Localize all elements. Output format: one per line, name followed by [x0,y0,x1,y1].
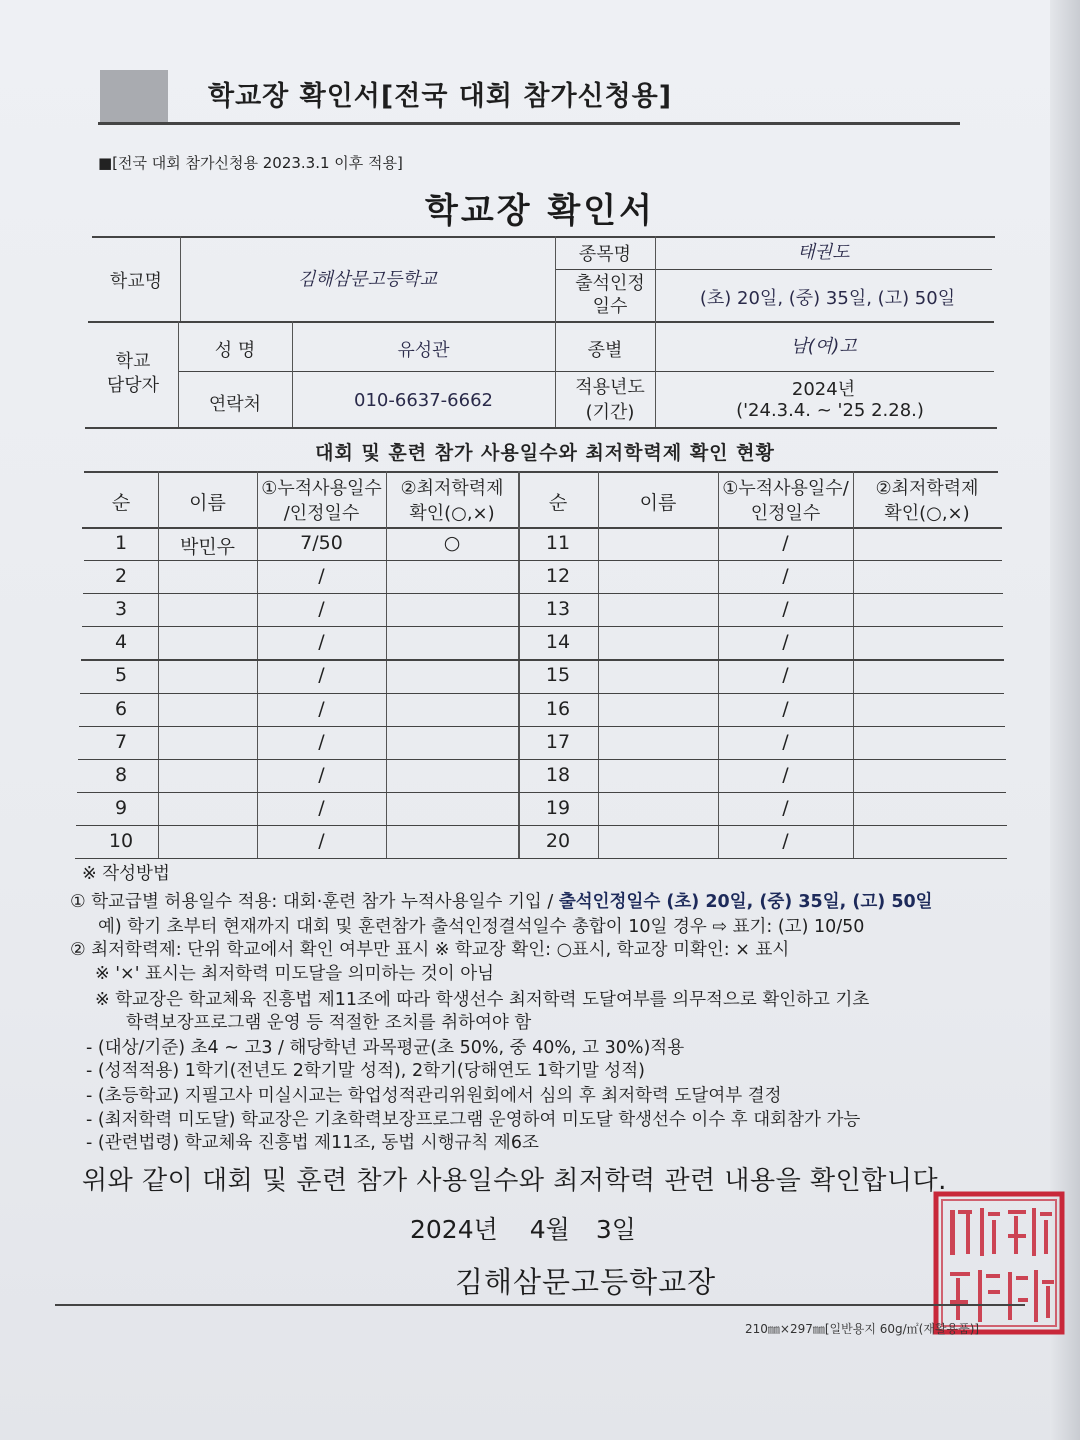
table-row-divider [76,825,1007,826]
header-underline [98,122,960,125]
col-days2-header: ①누적사용일수/ 인정일수 [722,478,849,524]
col-no-header: 순 [111,492,131,514]
col-name-header: 이름 [189,492,226,514]
header-gray-block [100,70,168,122]
manager-label: 학교 담당자 [106,351,160,396]
table-cell-days: / [318,730,325,753]
table-cell-no2: 15 [545,664,571,687]
header-title: 학교장 확인서[전국 대회 참가신청용] [208,81,673,112]
school-seal-stamp [932,1190,1066,1336]
col-days-header: ①누적사용일수 /인정일수 [261,478,382,524]
col-min2-header: ②최저학력제 확인(○,×) [875,478,979,524]
table-cell-days2: / [782,829,789,852]
document-title: 학교장 확인서 [425,191,655,231]
instruction-line-5: ※ 학교장은 학교체육 진흥법 제11조에 따라 학생선수 최저학력 도달여부를 의무적으로 확인하고 기초 [95,990,870,1010]
table-cell-days: / [318,796,325,819]
table-cell-name: 박민우 [179,536,236,558]
school-label: 학교명 [109,271,163,292]
principal-name: 김해삼문고등학교장 [455,1265,717,1299]
instruction-line-9: - (초등학교) 지필고사 미실시교는 학업성적관리위원회에서 심의 후 최저학력 도달여부 결정 [86,1086,782,1106]
sport-value: 태권도 [797,242,850,263]
table-cell-no: 4 [114,631,128,654]
paper-spec: 210㎜×297㎜[일반용지 60g/㎡(재활용품)] [745,1322,980,1336]
table-cell-days: / [318,565,325,588]
instruction-line-3: ② 최저학력제: 단위 학교에서 확인 여부만 표시 ※ 학교장 확인: ○표시, 학교장 미확인: × 표시 [70,940,790,960]
table-cell-no: 8 [114,763,128,786]
section-title: 대회 및 훈련 참가 사용일수와 최저학력제 확인 현황 [315,442,775,464]
table-cell-days: / [318,598,325,621]
instruction-line-10: - (최저학력 미도달) 학교장은 기초학력보장프로그램 운영하여 미도달 학생선수 이수 후 대회참가 가능 [86,1110,861,1130]
table-cell-days2: / [782,697,789,720]
table-row-divider [81,659,1004,660]
instruction-line-6: 학력보장프로그램 운영 등 적절한 조치를 취하여야 함 [126,1013,532,1033]
table-cell-days2: / [782,532,789,554]
table-cell-no2: 18 [545,763,571,786]
table-cell-days2: / [782,664,789,687]
table-row-divider [82,626,1003,627]
table-cell-no2: 12 [545,565,571,588]
table-cell-no2: 16 [545,697,571,720]
table-cell-days: / [318,829,325,852]
table-cell-no2: 19 [545,796,571,819]
table-cell-days2: / [782,565,789,588]
table-cell-no: 6 [114,697,128,720]
table-row-divider [78,759,1006,760]
confirmation-statement: 위와 같이 대회 및 훈련 참가 사용일수와 최저학력 관련 내용을 확인합니다. [82,1166,947,1196]
table-cell-days2: / [782,796,789,819]
table-cell-min: ○ [443,532,461,554]
name-label: 성 명 [214,340,256,361]
table-cell-no: 3 [114,598,128,621]
table-cell-days: / [318,763,325,786]
table-cell-no2: 17 [545,730,571,753]
year-range: ('24.3.4. ~ '25 2.28.) [736,400,924,421]
table-cell-days: / [318,697,325,720]
contact-label: 연락처 [208,394,262,415]
table-cell-days: / [318,664,325,687]
table-row-divider [83,593,1003,594]
year-label: 적용년도 (기간) [575,377,645,423]
attendance-label: 출석인정 일수 [575,273,645,317]
sport-label: 종목명 [578,244,632,265]
col-name2-header: 이름 [639,492,677,514]
table-cell-no2: 13 [545,598,571,621]
col-min-header: ②최저학력제 확인(○,×) [400,478,504,524]
table-cell-days2: / [782,631,789,654]
table-row-divider [80,693,1004,694]
gender-value: 남(여)고 [790,336,857,357]
table-cell-no2: 11 [545,532,571,554]
table-cell-no2: 14 [545,631,571,654]
table-row-divider [84,560,1002,561]
table-cell-no: 9 [114,796,128,819]
table-cell-no: 5 [114,664,128,687]
gender-label: 종별 [587,340,623,361]
table-row-divider [75,858,1007,859]
table-cell-no: 10 [108,829,134,852]
table-cell-no: 7 [114,730,128,753]
table-cell-days2: / [782,598,789,621]
table-cell-no2: 20 [545,829,571,852]
instruction-line-11: - (관련법령) 학교체육 진흥법 제11조, 동법 시행규칙 제6조 [86,1133,539,1153]
table-cell-no: 1 [114,532,128,554]
table-row-divider [77,792,1006,793]
table-row-divider [79,726,1005,727]
instruction-line-8: - (성적적용) 1학기(전년도 2학기말 성적), 2학기(당해연도 1학기말 성적) [86,1061,645,1081]
instruction-line-2: 예) 학기 초부터 현재까지 대회 및 훈련참가 출석인정결석일수 총합이 10일 경우 ⇨ 표기: (고) 10/50 [98,917,865,937]
table-cell-days: / [318,631,325,654]
instruction-line-1: ① 학교급별 허용일수 적용: 대회·훈련 참가 누적사용일수 기입 / 출석인정일수 (초) 20일, (중) 35일, (고) 50일 [70,892,933,912]
footer-rule [55,1304,1025,1306]
form-note: ■[전국 대회 참가신청용 2023.3.1 이후 적용] [98,154,403,172]
table-cell-days: 7/50 [300,532,343,554]
table-cell-days2: / [782,730,789,753]
instruction-line-7: - (대상/기준) 초4 ~ 고3 / 해당학년 과목평균(초 50%, 중 40%, 고 30%)적용 [86,1038,685,1058]
year-value: 2024년 [791,379,856,400]
table-cell-no: 2 [114,565,128,588]
instruction-line-4: ※ '×' 표시는 최저학력 미도달을 의미하는 것이 아님 [95,964,495,984]
col-no2-header: 순 [548,492,568,514]
school-value: 김해삼문고등학교 [297,269,438,290]
table-cell-days2: / [782,763,789,786]
manager-name-value: 유성관 [397,340,450,361]
issue-date: 2024년 4월 3일 [410,1215,636,1244]
contact-value: 010-6637-6662 [354,390,493,411]
instructions-heading: ※ 작성방법 [82,864,170,884]
attendance-value: (초) 20일, (중) 35일, (고) 50일 [699,288,956,309]
